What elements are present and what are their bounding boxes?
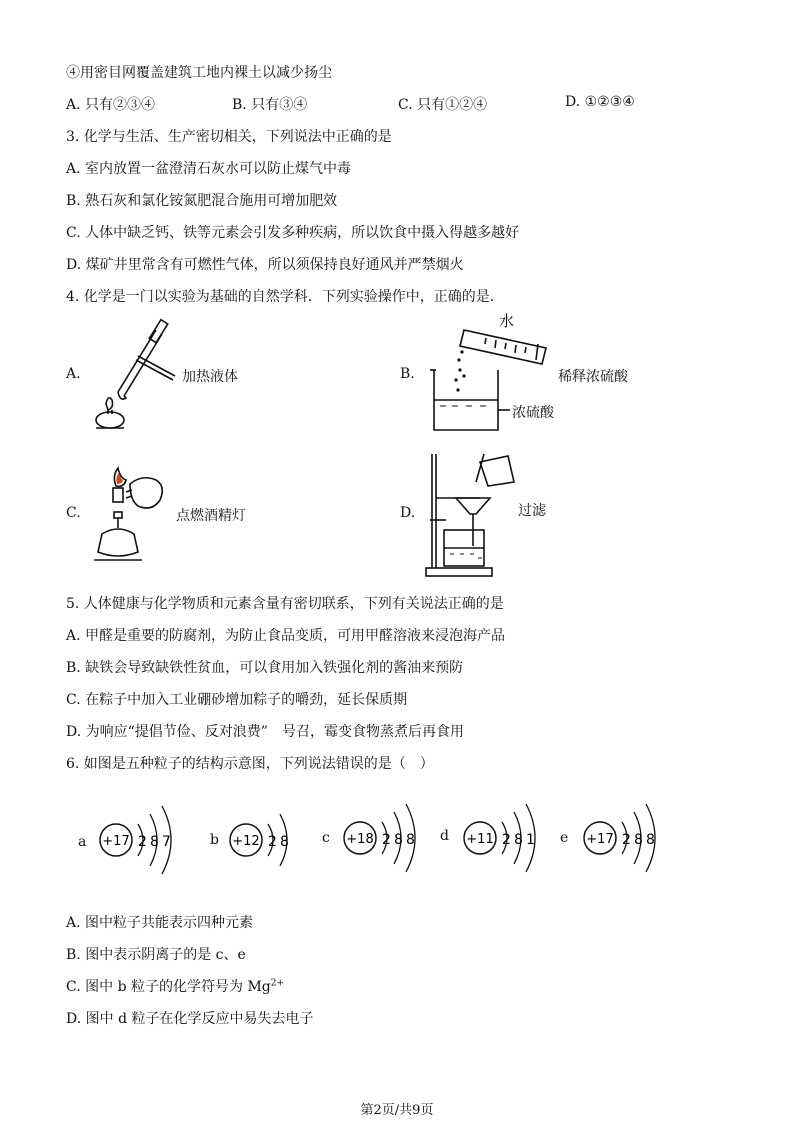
q4-option-a-letter: A. <box>66 366 81 382</box>
shell-electrons: 8 <box>406 832 415 848</box>
shell-electrons: 2 <box>622 832 631 848</box>
q3-stem: 3. 化学与生活、生产密切相关，下列说法中正确的是 <box>66 129 392 145</box>
mg-charge: 2+ <box>270 978 285 989</box>
q3-option-b: B. 熟石灰和氯化铵氮肥混合施用可增加肥效 <box>66 193 338 209</box>
heating-liquid-illustration <box>78 322 178 432</box>
nucleus-charge: +11 <box>466 832 494 847</box>
page-footer: 第2页/共9页 <box>360 1103 434 1118</box>
q6-option-c <box>66 976 284 996</box>
nucleus-charge: +17 <box>102 834 130 849</box>
q2-item4: ④用密目网覆盖建筑工地内裸土以减少扬尘 <box>66 65 332 81</box>
light-alcohol-lamp-illustration <box>86 466 176 566</box>
particle-label-e: e <box>560 830 569 846</box>
shell-electrons: 2 <box>268 834 277 850</box>
nucleus-charge: +18 <box>346 832 374 847</box>
q4-option-b-water-label: 水 <box>499 312 515 330</box>
q4-option-b-letter: B. <box>400 366 415 382</box>
shell-electrons: 2 <box>502 832 511 848</box>
q6-option-b: B. 图中表示阴离子的是 c、e <box>66 947 246 963</box>
q4-stem: 4. 化学是一门以实验为基础的自然学科．下列实验操作中，正确的是． <box>66 289 504 305</box>
shell-electrons: 2 <box>382 832 391 848</box>
q4-option-d-letter: D. <box>400 505 416 521</box>
q4-option-a-caption: 加热液体 <box>182 369 238 385</box>
particle-label-b: b <box>210 832 219 848</box>
shell-electrons: 1 <box>526 832 535 848</box>
filtration-illustration <box>422 450 522 580</box>
q4-option-b-caption: 稀释浓硫酸 <box>558 369 628 385</box>
mg-base: Mg <box>247 979 271 995</box>
nucleus-charge: +17 <box>586 832 614 847</box>
shell-electrons: 7 <box>162 834 171 850</box>
q2-option-d: D. ①②③④ <box>565 94 635 110</box>
shell-electrons: 8 <box>280 834 289 850</box>
q4-option-b-acid-label: 浓硫酸 <box>512 405 554 421</box>
q6-stem: 6. 如图是五种粒子的结构示意图，下列说法错误的是（ ） <box>66 756 434 772</box>
q4-option-c-caption: 点燃酒精灯 <box>176 508 246 524</box>
shell-electrons: 8 <box>394 832 403 848</box>
particle-label-c: c <box>322 830 330 846</box>
mg-ion-symbol <box>247 979 284 995</box>
q2-option-a: A. 只有②③④ <box>66 97 156 113</box>
shell-electrons: 8 <box>634 832 643 848</box>
q3-option-c: C. 人体中缺乏钙、铁等元素会引发多种疾病，所以饮食中摄入得越多越好 <box>66 225 520 241</box>
nucleus-charge: +12 <box>232 834 260 849</box>
q5-option-d: D. 为响应“提倡节俭、反对浪费” 号召，霉变食物蒸煮后再食用 <box>66 724 464 740</box>
q5-option-b: B. 缺铁会导致缺铁性贫血，可以食用加入铁强化剂的酱油来预防 <box>66 660 464 676</box>
q3-option-d: D. 煤矿井里常含有可燃性气体，所以须保持良好通风并严禁烟火 <box>66 257 464 273</box>
shell-electrons: 2 <box>138 834 147 850</box>
particle-label-a: a <box>78 834 87 850</box>
q5-option-a: A. 甲醛是重要的防腐剂，为防止食品变质，可用甲醛溶液来浸泡海产品 <box>66 628 506 644</box>
q4-option-d-caption: 过滤 <box>518 503 546 519</box>
q4-option-c-letter: C. <box>66 505 81 521</box>
q6-option-a: A. 图中粒子共能表示四种元素 <box>66 915 254 931</box>
shell-electrons: 8 <box>150 834 159 850</box>
q6-option-c-text: C. 图中 b 粒子的化学符号为 <box>66 979 243 995</box>
shell-electrons: 8 <box>514 832 523 848</box>
q5-option-c: C. 在粽子中加入工业硼砂增加粽子的嚼劲，延长保质期 <box>66 692 408 708</box>
particle-label-d: d <box>440 828 449 844</box>
q3-option-a: A. 室内放置一盆澄清石灰水可以防止煤气中毒 <box>66 161 352 177</box>
q2-option-b: B. 只有③④ <box>232 97 308 113</box>
q2-option-c: C. 只有①②④ <box>398 97 488 113</box>
q5-stem: 5. 人体健康与化学物质和元素含量有密切联系，下列有关说法正确的是 <box>66 596 504 612</box>
shell-electrons: 8 <box>646 832 655 848</box>
q6-option-d: D. 图中 d 粒子在化学反应中易失去电子 <box>66 1011 314 1027</box>
